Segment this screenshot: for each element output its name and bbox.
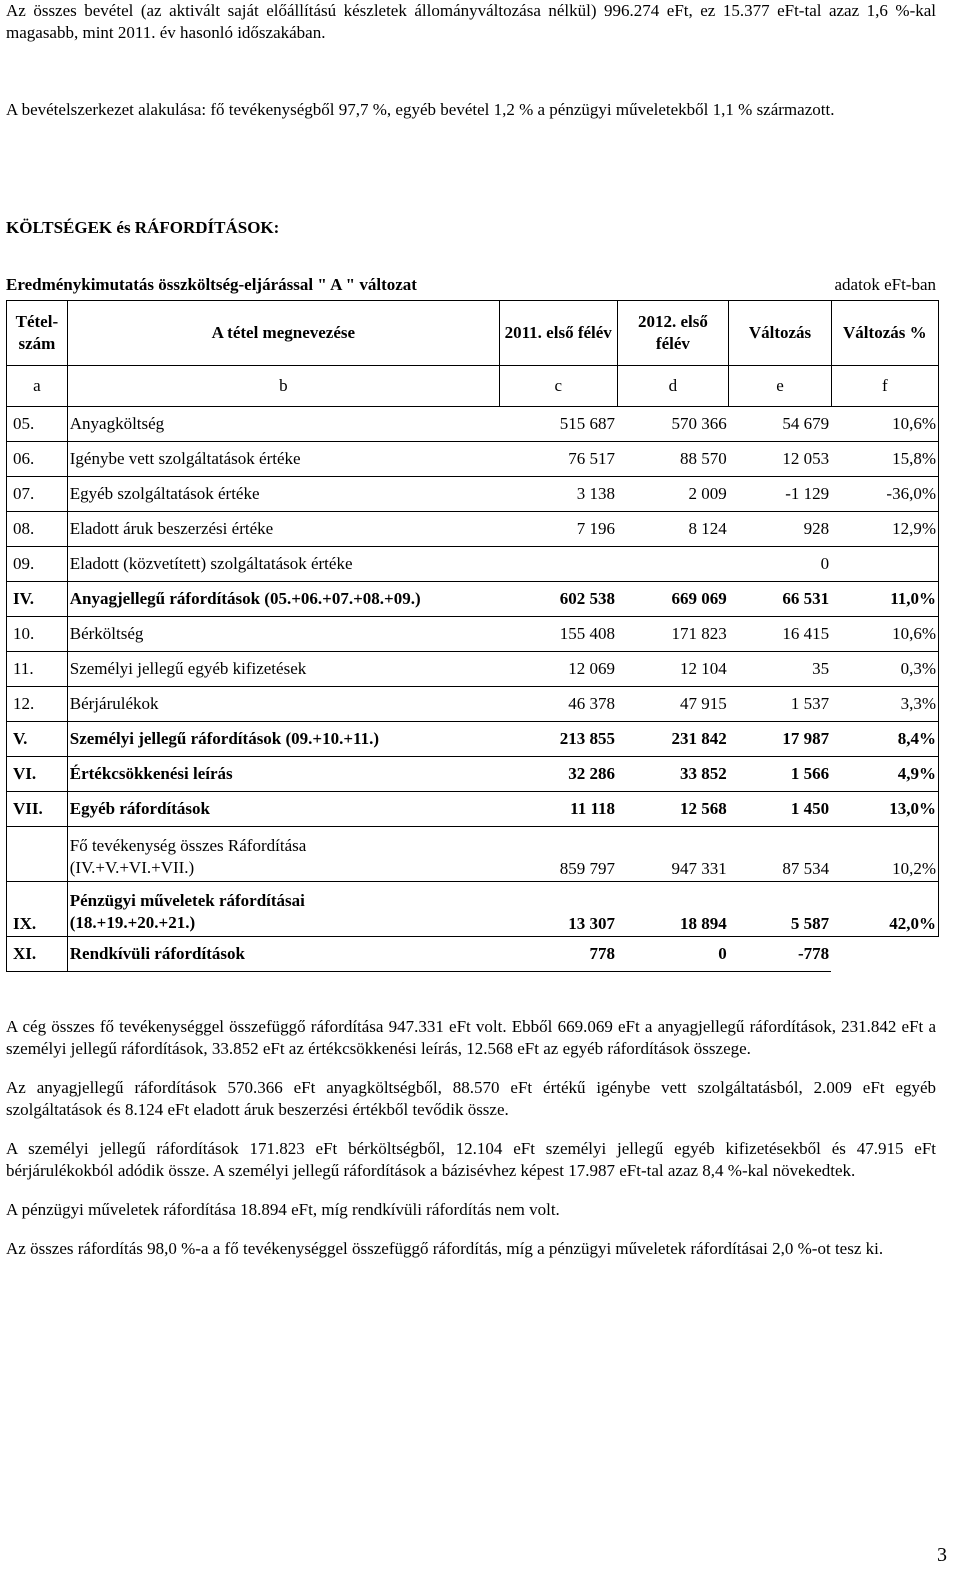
letter-a: a [7,366,68,407]
row-value-2011: 859 797 [499,827,617,882]
row-value-2012: 12 104 [617,652,729,687]
row-code: 09. [7,547,68,582]
row-name-line-1: Pénzügyi műveletek ráfordításai [69,891,305,910]
row-code: V. [7,722,68,757]
header-2012: 2012. első félév [617,301,729,366]
letter-row [7,366,939,407]
row-value-2012: 570 366 [617,407,729,442]
row-change: 66 531 [729,582,831,617]
row-code: 10. [7,617,68,652]
row-change: 87 534 [729,827,831,882]
row-value-2012: 2 009 [617,477,729,512]
row-code: 05. [7,407,68,442]
row-name: Értékcsökkenési leírás [67,757,499,792]
row-code: IV. [7,582,68,617]
row-name [67,827,499,882]
row-change: 17 987 [729,722,831,757]
row-value-2012: 947 331 [617,827,729,882]
row-change-pct [831,547,938,582]
table-row [7,547,939,582]
row-name-line-2: (IV.+V.+VI.+VII.) [69,858,195,877]
unit-note: adatok eFt-ban [834,275,936,294]
row-change-pct: 10,6% [831,407,938,442]
row-change-pct: 11,0% [831,582,938,617]
row-code: 07. [7,477,68,512]
row-name: Egyéb szolgáltatások értéke [67,477,499,512]
row-name: Személyi jellegű egyéb kifizetések [67,652,499,687]
table-row [7,792,939,827]
row-name: Anyagköltség [67,407,499,442]
note-paragraph-3: A személyi jellegű ráfordítások 171.823 eFt bérköltségből, 12.104 eFt személyi jellegű egyéb kifizetésekből és 47.915 eFt bérjárulékokból adódik össze. A személyi jellegű ráfordítások a bázisévhez képest 17.987 eFt-tal azaz 8,4 %-kal növekedtek. [6,1139,936,1180]
section-title: KÖLTSÉGEK és RÁFORDÍTÁSOK: [6,218,280,237]
row-change-pct: 0,3% [831,652,938,687]
row-change: -1 129 [729,477,831,512]
row-code: VI. [7,757,68,792]
row-value-2012: 33 852 [617,757,729,792]
row-change-pct [831,937,938,972]
row-value-2011: 515 687 [499,407,617,442]
row-value-2011: 778 [499,937,617,972]
row-change-pct: 3,3% [831,687,938,722]
table-row [7,722,939,757]
note-paragraph-4: A pénzügyi műveletek ráfordítása 18.894 eFt, míg rendkívüli ráfordítás nem volt. [6,1200,560,1219]
row-value-2012: 88 570 [617,442,729,477]
table-row [7,687,939,722]
row-value-2011: 12 069 [499,652,617,687]
row-name: Egyéb ráfordítások [67,792,499,827]
table-row [7,617,939,652]
row-name-line-2: (18.+19.+20.+21.) [69,913,196,932]
row-name [67,882,499,937]
row-value-2011: 13 307 [499,882,617,937]
row-code: IX. [7,882,68,937]
row-value-2011: 602 538 [499,582,617,617]
row-value-2012: 231 842 [617,722,729,757]
letter-e: e [729,366,831,407]
page-number: 3 [937,1544,947,1566]
row-change: 1 450 [729,792,831,827]
row-value-2011: 213 855 [499,722,617,757]
row-change: 35 [729,652,831,687]
row-change: 928 [729,512,831,547]
row-value-2011: 7 196 [499,512,617,547]
header-item-no: Tétel-szám [7,301,68,366]
row-value-2011: 32 286 [499,757,617,792]
row-code: 08. [7,512,68,547]
row-change: 1 566 [729,757,831,792]
letter-f: f [831,366,938,407]
row-name: Személyi jellegű ráfordítások (09.+10.+11.) [67,722,499,757]
statement-title: Eredménykimutatás összköltség-eljárással " A " változat [6,275,417,294]
intro-paragraph-1: Az összes bevétel (az aktivált saját előállítású készletek állományváltozása nélkül) 996.274 eFt, ez 15.377 eFt-tal azaz 1,6 %-kal magasabb, mint 2011. év hasonló időszakában. [6,1,936,42]
row-name: Rendkívüli ráfordítások [67,937,499,972]
row-name: Igénybe vett szolgáltatások értéke [67,442,499,477]
row-name: Eladott áruk beszerzési értéke [67,512,499,547]
row-value-2011: 11 118 [499,792,617,827]
row-code: 06. [7,442,68,477]
row-value-2012: 669 069 [617,582,729,617]
row-name-line-1: Fő tevékenység összes Ráfordítása [69,836,307,855]
row-change-pct: 8,4% [831,722,938,757]
row-value-2012: 171 823 [617,617,729,652]
row-value-2011: 76 517 [499,442,617,477]
row-change: 54 679 [729,407,831,442]
table-row [7,442,939,477]
row-change-pct: 15,8% [831,442,938,477]
row-value-2011: 46 378 [499,687,617,722]
row-name: Eladott (közvetített) szolgáltatások értéke [67,547,499,582]
header-2011: 2011. első félév [499,301,617,366]
row-change: 0 [729,547,831,582]
table-row [7,882,939,937]
row-name: Bérköltség [67,617,499,652]
row-change-pct: -36,0% [831,477,938,512]
row-code: 11. [7,652,68,687]
row-value-2012: 12 568 [617,792,729,827]
table-row [7,827,939,882]
note-paragraph-2: Az anyagjellegű ráfordítások 570.366 eFt anyagköltségből, 88.570 eFt értékű igénybe vett szolgáltatásból, 2.009 eFt egyéb szolgáltatások és 8.124 eFt eladott áruk beszerzési értékből tevődik össze. [6,1078,936,1119]
row-change-pct: 13,0% [831,792,938,827]
header-change-pct: Változás % [831,301,938,366]
row-change: 1 537 [729,687,831,722]
header-item-name: A tétel megnevezése [67,301,499,366]
table-row [7,582,939,617]
row-change-pct: 4,9% [831,757,938,792]
row-value-2012: 18 894 [617,882,729,937]
table-row [7,477,939,512]
row-code: 12. [7,687,68,722]
row-change: -778 [729,937,831,972]
row-change-pct: 42,0% [831,882,938,937]
row-change: 5 587 [729,882,831,937]
notes-section [6,1016,936,1277]
note-paragraph-5: Az összes ráfordítás 98,0 %-a a fő tevékenységgel összefüggő ráfordítás, míg a pénzügyi műveletek ráfordításai 2,0 %-ot tesz ki. [6,1239,884,1258]
row-change-pct: 10,2% [831,827,938,882]
row-name: Anyagjellegű ráfordítások (05.+06.+07.+08.+09.) [67,582,499,617]
row-change-pct: 10,6% [831,617,938,652]
row-value-2012: 0 [617,937,729,972]
row-change: 12 053 [729,442,831,477]
row-code [7,827,68,882]
row-code: VII. [7,792,68,827]
note-paragraph-1: A cég összes fő tevékenységgel összefüggő ráfordítása 947.331 eFt volt. Ebből 669.069 eFt a anyagjellegű ráfordítások, 231.842 eFt a személyi jellegű ráfordítások, 33.852 eFt az értékcsökkenési leírás, 12.568 eFt az egyéb ráfordítások összege. [6,1017,936,1058]
row-value-2011: 3 138 [499,477,617,512]
row-value-2011: 155 408 [499,617,617,652]
row-value-2011 [499,547,617,582]
letter-c: c [499,366,617,407]
table-row [7,407,939,442]
intro-paragraph-2: A bevételszerkezet alakulása: fő tevékenységből 97,7 %, egyéb bevétel 1,2 % a pénzügyi műveletekből 1,1 % származott. [6,100,835,119]
letter-b: b [67,366,499,407]
table-header-row [7,301,939,366]
table-row [7,757,939,792]
row-value-2012: 8 124 [617,512,729,547]
cost-table [6,300,939,972]
row-change: 16 415 [729,617,831,652]
letter-d: d [617,366,729,407]
table-row [7,937,939,972]
row-change-pct: 12,9% [831,512,938,547]
row-name: Bérjárulékok [67,687,499,722]
row-value-2012: 47 915 [617,687,729,722]
header-change: Változás [729,301,831,366]
row-value-2012 [617,547,729,582]
row-code: XI. [7,937,68,972]
table-row [7,512,939,547]
table-row [7,652,939,687]
